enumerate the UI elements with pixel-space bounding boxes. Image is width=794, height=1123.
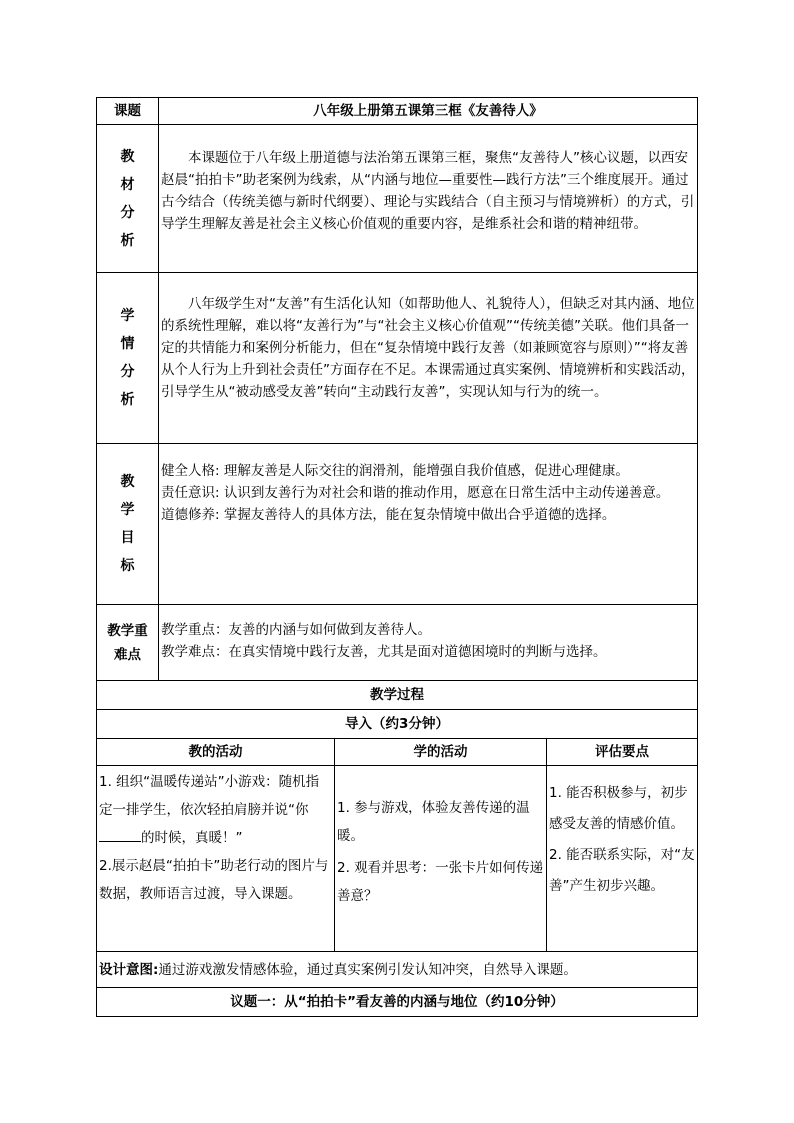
student-analysis-text: 八年级学生对“友善”有生活化认知（如帮助他人、礼貌待人），但缺乏对其内涵、地位的系统性理解，难以将“友善行为”与“社会主义核心价值观”“传统美德”关联。他们具备一定的共情能力和案例分析能力，但在“复杂情境中践行友善（如兼顾宽容与原则）”“将友善从个人行为上升到社会责任”方面存在不足。本课需通过真实案例、情境辨析和实践活动，引导学生从“被动感受友善”转向“主动践行友善”，实现认知与行为的统一。 [159,273,698,444]
col-header-student: 学的活动 [335,739,547,766]
assessment-points: 1. 能否积极参与，初步感受友善的情感价值。 2. 能否联系实际，对“友善”产生初步兴趣。 [547,766,698,952]
textbook-analysis-label: 教 材 分 析 [97,125,159,273]
teaching-goals-label: 教 学 目 标 [97,444,159,605]
lesson-title: 八年级上册第五课第三框《友善待人》 [159,98,698,125]
student-activity: 1. 参与游戏，体验友善传递的温暖。 2. 观看并思考：一张卡片如何传递善意？ [335,766,547,952]
goal-item: 道德修养: 掌握友善待人的具体方法，能在复杂情境中做出合乎道德的选择。 [161,507,616,523]
lesson-plan-table [96,97,698,1017]
intro-title: 导入（约3分钟） [97,710,698,739]
goal-item: 健全人格: 理解友善是人际交往的润滑剂，能增强自我价值感，促进心理健康。 [161,463,629,479]
student-analysis-label: 学 情 分 析 [97,273,159,444]
teacher-activity: 1. 组织“温暖传递站”小游戏：随机指定一排学生，依次轻拍肩膀并说“你的时候，真暖！” 2.展示赵晨“拍拍卡”助老行动的图片与数据，教师语言过渡，导入课题。 [97,766,335,952]
key-point: 教学重点：友善的内涵与如何做到友善待人。 [161,622,431,638]
topic1-title: 议题一：从“拍拍卡”看友善的内涵与地位（约10分钟） [97,988,698,1017]
blank-underline [99,827,141,842]
textbook-analysis-text: 本课题位于八年级上册道德与法治第五课第三框，聚焦“友善待人”核心议题，以西安赵晨“拍拍卡”助老案例为线索，从“内涵与地位—重要性—践行方法”三个维度展开。通过古今结合（传统美德与新时代纲要）、理论与实践结合（自主预习与情境辨析）的方式，引导学生理解友善是社会主义核心价值观的重要内容，是维系社会和谐的精神纽带。 [159,125,698,273]
keypoints-label: 教学重 难点 [97,605,159,681]
difficult-point: 教学难点：在真实情境中践行友善，尤其是面对道德困境时的判断与选择。 [161,644,607,660]
col-header-assessment: 评估要点 [547,739,698,766]
design-intention: 设计意图:通过游戏激发情感体验，通过真实案例引发认知冲突，自然导入课题。 [97,952,698,988]
lesson-label: 课题 [97,98,159,125]
process-title: 教学过程 [97,681,698,710]
goal-item: 责任意识: 认识到友善行为对社会和谐的推动作用，愿意在日常生活中主动传递善意。 [161,485,670,501]
teaching-goals-text [159,444,698,605]
keypoints-text [159,605,698,681]
col-header-teacher: 教的活动 [97,739,335,766]
